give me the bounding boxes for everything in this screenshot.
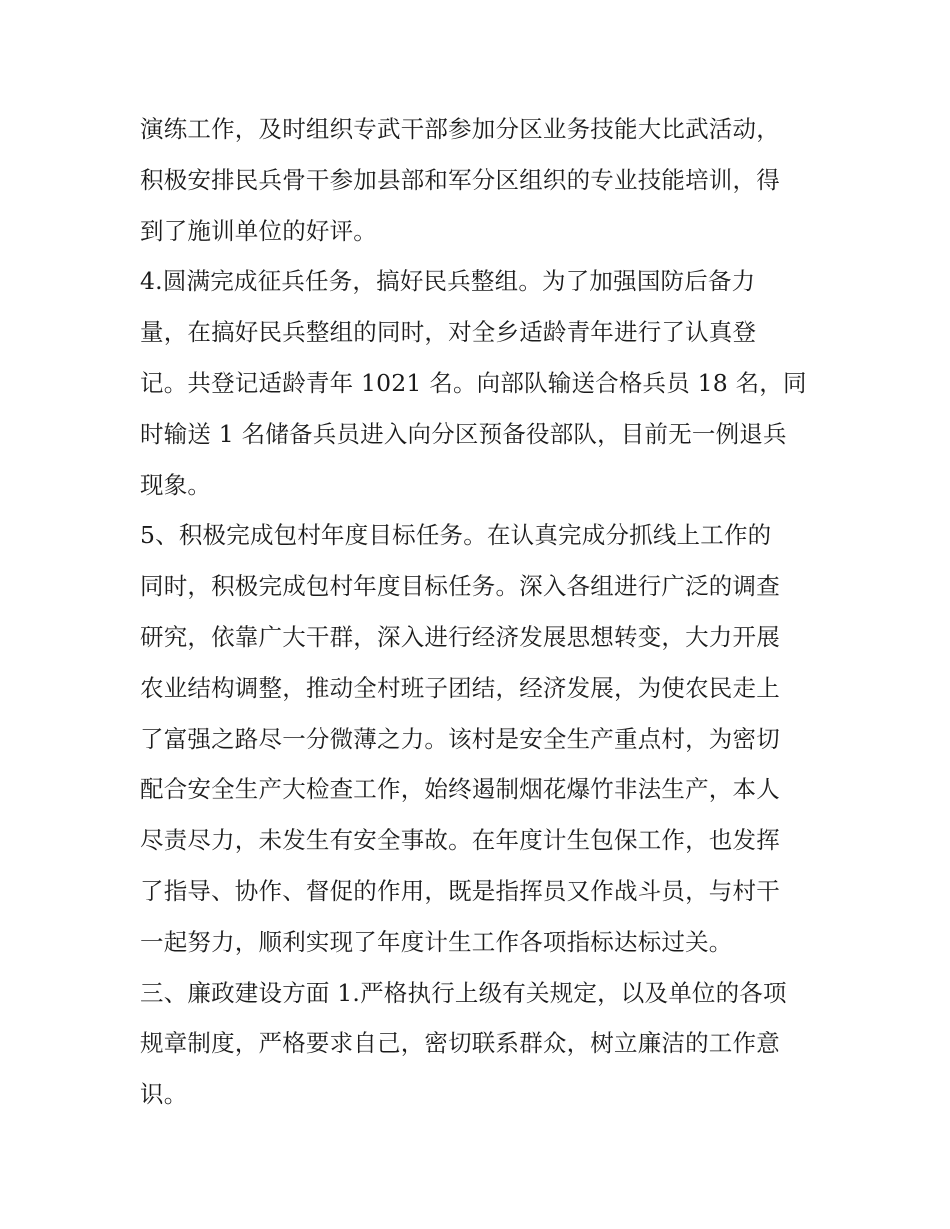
- text-line: 到了施训单位的好评。: [140, 216, 377, 245]
- text-line: 了指导、协作、督促的作用，既是指挥员又作战斗员，与村干: [140, 876, 780, 905]
- text-line: 积极安排民兵骨干参加县部和军分区组织的专业技能培训，得: [140, 165, 780, 194]
- document-body: [140, 104, 812, 1120]
- text-line: 了富强之路尽一分微薄之力。该村是安全生产重点村，为密切: [140, 724, 780, 753]
- text-line: 尽责尽力，未发生有安全事故。在年度计生包保工作，也发挥: [140, 826, 780, 855]
- text-line: 三、廉政建设方面 1.严格执行上级有关规定，以及单位的各项: [140, 978, 787, 1007]
- text-line: 5、积极完成包村年度目标任务。在认真完成分抓线上工作的: [140, 521, 772, 550]
- text-line: 研究，依靠广大干群，深入进行经济发展思想转变，大力开展: [140, 622, 780, 651]
- text-line: 4.圆满完成征兵任务，搞好民兵整组。为了加强国防后备力: [140, 267, 756, 296]
- text-line: 识。: [140, 1080, 188, 1109]
- text-line: 同时，积极完成包村年度目标任务。深入各组进行广泛的调查: [140, 572, 780, 601]
- text-line: 规章制度，严格要求自己，密切联系群众，树立廉洁的工作意: [140, 1029, 780, 1058]
- text-line: 量，在搞好民兵整组的同时，对全乡适龄青年进行了认真登: [140, 318, 757, 347]
- text-line: 时输送 1 名储备兵员进入向分区预备役部队，目前无一例退兵: [140, 419, 787, 448]
- text-line: 记。共登记适龄青年 1021 名。向部队输送合格兵员 18 名，同: [140, 368, 807, 397]
- text-line: 一起努力，顺利实现了年度计生工作各项指标达标过关。: [140, 927, 733, 956]
- text-line: 农业结构调整，推动全村班子团结，经济发展，为使农民走上: [140, 673, 780, 702]
- text-line: 演练工作，及时组织专武干部参加分区业务技能大比武活动，: [140, 115, 780, 143]
- text-line: 配合安全生产大检查工作，始终遏制烟花爆竹非法生产，本人: [140, 775, 780, 804]
- text-line: 现象。: [140, 470, 212, 499]
